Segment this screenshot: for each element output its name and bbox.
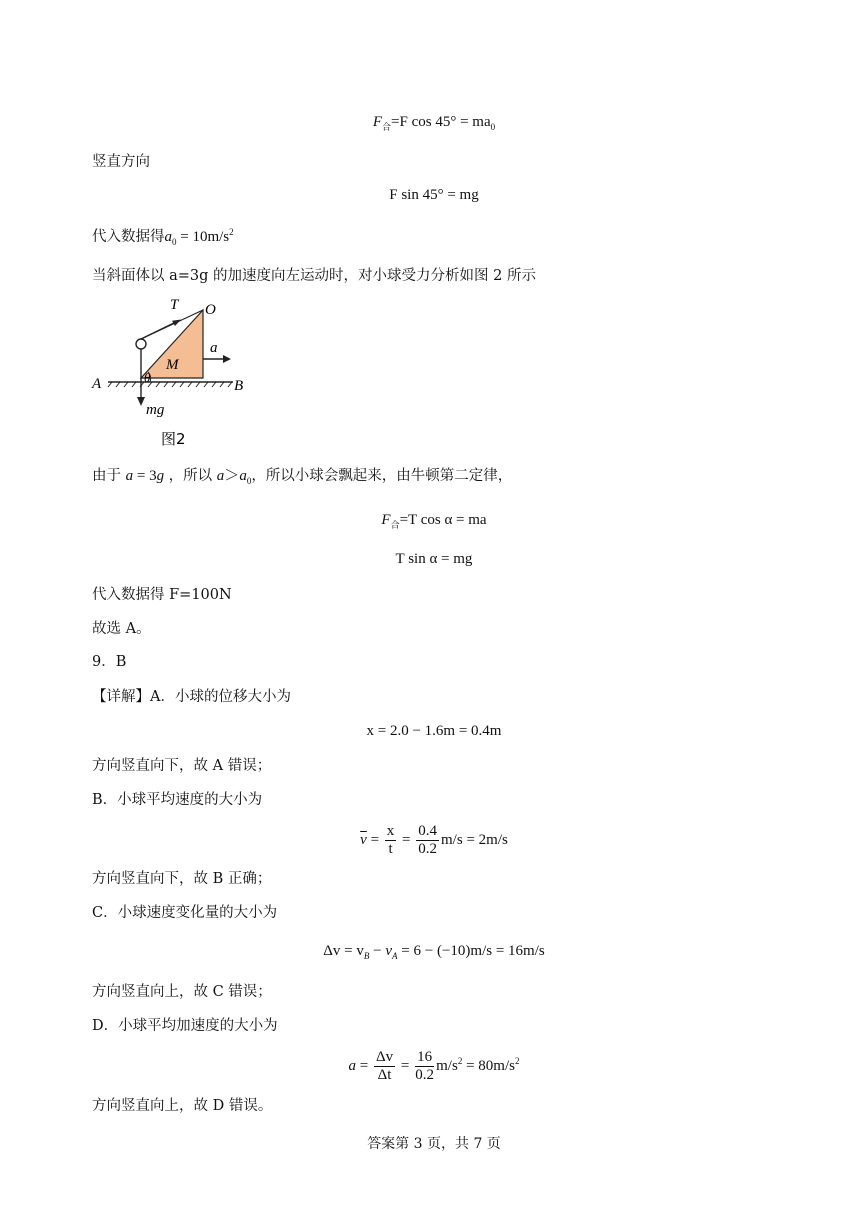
tension-arrowhead xyxy=(172,320,181,327)
label-a: a xyxy=(210,340,218,356)
text-label-B: B．小球平均速度的大小为 xyxy=(92,792,263,808)
page-footer: 答案第 3 页，共 7 页 xyxy=(367,1136,501,1152)
equation-vertical-alpha: T sin α = mg xyxy=(395,551,473,567)
equation-net-force-alpha: $F_合=T$ cos α = ma xyxy=(381,512,487,530)
text-sub-a0: 代入数据得$a_0 = 10m/s^2$ xyxy=(92,227,234,247)
label-O: O xyxy=(205,302,216,318)
equation-average-velocity: $\overline{v}$ = $\frac{x}{t}$ = $\frac{0.4}{0.2}$ m/s = 2m/s xyxy=(360,823,508,858)
label-A: A xyxy=(92,376,102,392)
text-detail-A: 【详解】A．小球的位移大小为 xyxy=(92,689,291,705)
text-direction-B: 方向竖直向下，故 B 正确； xyxy=(92,871,272,887)
text-vertical-direction: 竖直方向 xyxy=(92,154,150,170)
equation-displacement: x = 2.0 − 1.6m = 0.4m xyxy=(366,723,502,739)
text-direction-A: 方向竖直向下，故 A 错误； xyxy=(92,758,272,774)
label-T: T xyxy=(170,297,179,313)
ground-hatching xyxy=(108,382,232,387)
question-9-answer: 9．B xyxy=(92,654,127,670)
force-diagram-figure-2 xyxy=(88,292,248,452)
figure-caption: 图2 xyxy=(161,430,186,448)
equation-vertical-balance: F sin 45° = mg xyxy=(389,187,479,203)
label-B: B xyxy=(234,378,244,394)
text-case-description: 当斜面体以 a=3g 的加速度向左运动时，对小球受力分析如图 2 所示 xyxy=(92,268,536,284)
label-mg: mg xyxy=(146,402,165,418)
equation-average-acceleration: a = $\frac{\Delta v}{\Delta t}$ = $\frac{16}{0.2}$ $m/s^2 = 80m/s^2$ xyxy=(348,1049,520,1084)
equation-velocity-change: $\Delta v = v_B - v_A = 6 - (-10)m/s = 16m/s$ xyxy=(323,943,545,961)
text-direction-D: 方向竖直向上，故 D 错误。 xyxy=(92,1098,273,1114)
label-M: M xyxy=(166,357,179,373)
text-sub-F: 代入数据得 F=100N xyxy=(92,587,232,603)
text-direction-C: 方向竖直向上，故 C 错误； xyxy=(92,984,272,1000)
text-label-C: C．小球速度变化量的大小为 xyxy=(92,905,278,921)
equation-net-force-45: $F_合=F$ $\cos 45^\circ = ma_0$ xyxy=(372,114,496,132)
text-choose-A: 故选 A。 xyxy=(92,621,151,637)
tension-arrow xyxy=(141,321,178,339)
text-label-D: D．小球平均加速度的大小为 xyxy=(92,1018,278,1034)
text-since: 由于 a = 3g ，所以 $a>a_0$，所以小球会飘起来，由牛顿第二定律， xyxy=(92,468,513,486)
acceleration-arrowhead xyxy=(223,355,231,363)
gravity-arrowhead xyxy=(137,397,145,406)
ball xyxy=(136,339,146,349)
label-theta: θ xyxy=(144,370,151,385)
